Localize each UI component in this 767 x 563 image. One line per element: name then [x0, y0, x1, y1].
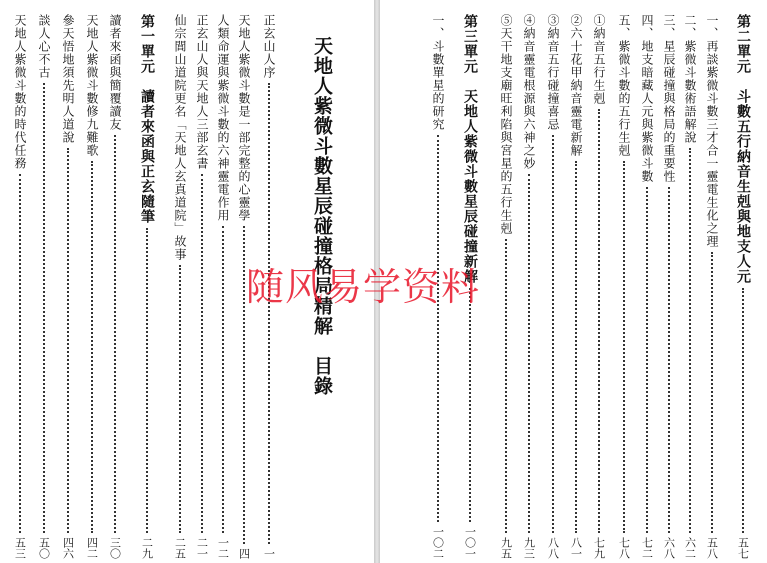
toc-page-number: 三〇 — [108, 537, 122, 559]
dot-leader — [575, 161, 577, 533]
toc-page-number: 五三 — [13, 537, 27, 559]
dot-leader — [114, 135, 116, 533]
book-title: 天地人紫微斗數星辰碰撞格局精解 目錄 — [311, 36, 333, 396]
dot-leader — [552, 135, 554, 533]
watermark-text: 随风易学资料 — [246, 265, 481, 309]
dot-leader — [623, 161, 625, 533]
right-toc-entry — [684, 14, 696, 559]
dot-leader — [201, 174, 203, 533]
toc-entry-title: 一、再談紫微斗數三才合一靈電生化之理 — [705, 14, 719, 248]
toc-page-number: 九三 — [522, 537, 536, 559]
toc-entry-title: 人類命運與紫微斗數的六神靈電作用 — [216, 14, 230, 222]
dot-leader — [146, 228, 148, 533]
dot-leader — [67, 148, 69, 533]
toc-page-number: 五八 — [705, 537, 719, 559]
dot-leader — [179, 265, 181, 533]
toc-page-number: 四六 — [61, 537, 75, 559]
toc-entry-title: 天地人紫微斗數是一部完整的心靈學 — [237, 14, 251, 222]
toc-entry-title: 讀者來函與簡覆讀友 — [108, 14, 122, 131]
toc-page-number: 九五 — [499, 537, 513, 559]
toc-page-number: 六二 — [683, 537, 697, 559]
dot-leader — [19, 174, 21, 533]
toc-entry-title: 五、紫微斗數的五行生剋 — [617, 14, 631, 157]
dot-leader — [711, 252, 713, 533]
toc-entry-title: 一、斗數單星的研究 — [431, 14, 445, 131]
right-toc-entry — [706, 14, 718, 559]
right-toc-entry — [523, 14, 535, 559]
toc-page-number: 一〇二 — [431, 526, 445, 559]
toc-entry-title: 二、紫微斗數術語解說 — [683, 14, 697, 144]
dot-leader — [243, 226, 245, 544]
right-toc-entry — [663, 14, 675, 559]
toc-page-number: 五七 — [736, 537, 750, 559]
toc-entry-title: ⑤天干地支廟旺利陷與宮星的五行生剋 — [499, 14, 513, 235]
toc-entry-title: 四、地支暗藏人元與紫微斗數 — [640, 14, 654, 183]
toc-page-number: 七八 — [617, 537, 631, 559]
toc-entry-title: 天地人紫微斗數的時代任務 — [13, 14, 27, 170]
toc-page-number: 一〇一 — [463, 526, 477, 559]
toc-page-number: 二五 — [173, 537, 187, 559]
left-toc-entry — [140, 14, 154, 559]
right-toc-entry — [641, 14, 653, 559]
dot-leader — [222, 226, 224, 533]
left-toc-entry — [62, 14, 74, 559]
dot-leader — [505, 239, 507, 533]
dot-leader — [437, 135, 439, 522]
right-toc-entry — [618, 14, 630, 559]
toc-entry-title: 第三單元 天地人紫微斗數星辰碰撞新解 — [462, 14, 478, 284]
toc-entry-title: ②六十花甲納音靈電新解 — [569, 14, 583, 157]
toc-entry-title: 正玄山人與天地人三部玄書 — [195, 14, 209, 170]
toc-entry-title: 仙宗閭山道院更名「天地人玄真道院」故事 — [173, 14, 187, 261]
toc-page-number: 八一 — [569, 537, 583, 559]
dot-leader — [469, 288, 471, 522]
toc-page-number: 八八 — [546, 537, 560, 559]
toc-page-number: 一二 — [216, 537, 230, 559]
toc-page-number: 五〇 — [37, 537, 51, 559]
toc-page-number: 四 — [237, 548, 251, 559]
right-toc-entry — [736, 14, 750, 559]
dot-leader — [689, 148, 691, 533]
right-toc-entry — [593, 14, 605, 559]
dot-leader — [668, 187, 670, 533]
toc-page-number: 二一 — [195, 537, 209, 559]
left-toc-entry — [196, 14, 208, 559]
toc-page-number: 六八 — [662, 537, 676, 559]
toc-entry-title: 三、星辰碰撞與格局的重要性 — [662, 14, 676, 183]
dot-leader — [528, 174, 530, 533]
right-toc-entry — [570, 14, 582, 559]
toc-entry-title: 正玄山人序 — [262, 14, 276, 79]
dot-leader — [91, 161, 93, 533]
left-toc-entry — [14, 14, 26, 559]
toc-entry-title: ①納音五行生剋 — [592, 14, 606, 105]
toc-page-number: 七九 — [592, 537, 606, 559]
toc-page-number: 二九 — [140, 537, 154, 559]
left-toc-entry — [86, 14, 98, 559]
left-toc-entry — [109, 14, 121, 559]
left-toc-entry — [38, 14, 50, 559]
toc-page-number: 七二 — [640, 537, 654, 559]
toc-page-number: 四二 — [85, 537, 99, 559]
toc-entry-title: 第一單元 讀者來函與正玄隨筆 — [139, 14, 155, 224]
dot-leader — [43, 83, 45, 533]
dot-leader — [742, 288, 744, 533]
toc-entry-title: ③納音五行碰撞喜忌 — [546, 14, 560, 131]
right-toc-entry — [547, 14, 559, 559]
dot-leader — [646, 187, 648, 533]
toc-entry-title: 天地人紫微斗數修九難歌 — [85, 14, 99, 157]
toc-entry-title: 談人心不古 — [37, 14, 51, 79]
right-toc-entry — [500, 14, 512, 559]
toc-entry-title: 參天悟地須先明人道說 — [61, 14, 75, 144]
toc-entry-title: ④納音靈電根源與六神之妙 — [522, 14, 536, 170]
left-toc-entry — [174, 14, 186, 559]
toc-entry-title: 第二單元 斗數五行納音生剋與地支人元 — [735, 14, 751, 284]
dot-leader — [598, 109, 600, 533]
left-toc-entry — [217, 14, 229, 559]
toc-page-number: 一 — [262, 548, 276, 559]
dot-leader — [268, 83, 270, 544]
